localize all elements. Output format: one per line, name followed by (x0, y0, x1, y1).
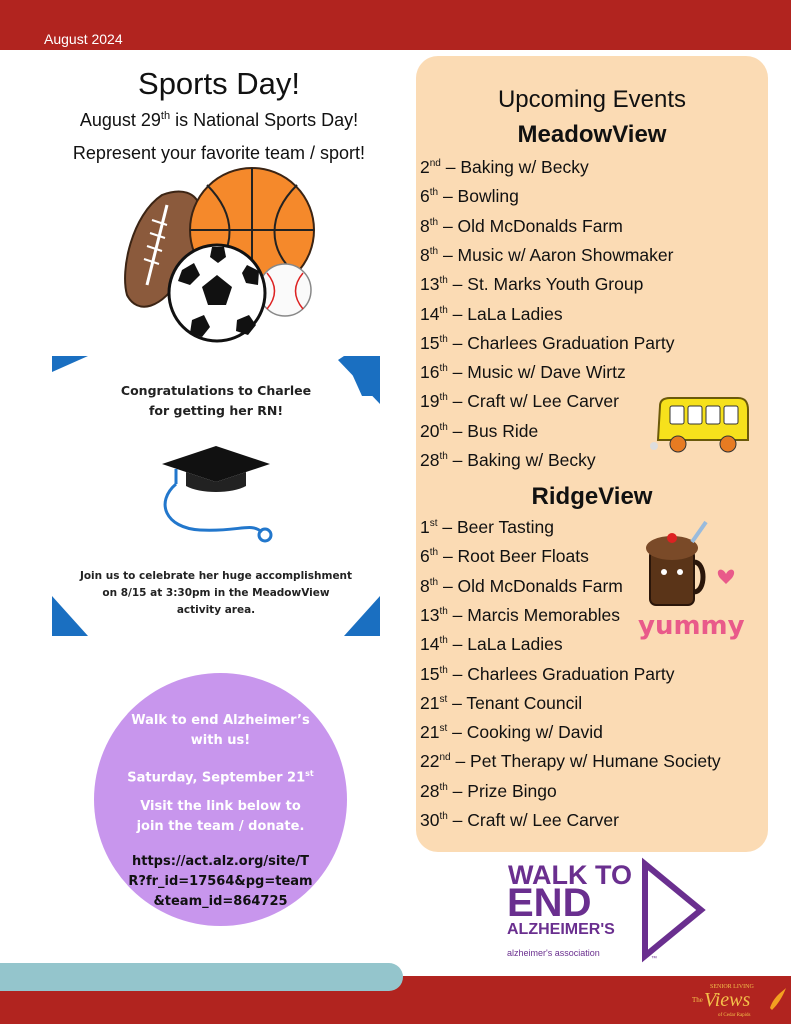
meadowview-event-item: 8th – Music w/ Aaron Showmaker (420, 244, 674, 265)
sports-balls-image (122, 175, 322, 343)
bus-icon (648, 396, 750, 458)
views-sub: of Cedar Rapids (718, 1013, 751, 1018)
graduation-cap-icon (150, 442, 280, 548)
walk-date: Saturday, September 21st (127, 769, 314, 786)
meadowview-event-item: 15th – Charlees Graduation Party (420, 332, 675, 353)
ridgeview-event-item: 21st – Cooking w/ David (420, 722, 603, 743)
the-views-logo (690, 978, 788, 1022)
meadowview-event-item: 13th – St. Marks Youth Group (420, 274, 644, 295)
views-top: SENIOR LIVING (710, 984, 754, 990)
ridgeview-event-item: 21st – Tenant Council (420, 692, 583, 713)
header-bar (0, 0, 791, 50)
ridgeview-event-item: 1st – Beer Tasting (420, 517, 554, 537)
meadowview-event-item: 16th – Music w/ Dave Wirtz (420, 362, 626, 383)
walk-visit: Visit the link below to join the team / donate. (136, 799, 305, 834)
root-beer-sticker (632, 522, 745, 642)
ridgeview-event-item: 30th – Craft w/ Lee Carver (420, 810, 619, 830)
views-pre: The (692, 996, 703, 1004)
views-brand: Views (704, 989, 751, 1011)
ridgeview-event-item: 22nd – Pet Therapy w/ Humane Society (420, 751, 721, 772)
soccer-ball-icon (169, 245, 265, 341)
ridgeview-event-item: 8th – Old McDonalds Farm (420, 575, 623, 596)
ridgeview-event-item: 15th – Charlees Graduation Party (420, 663, 675, 684)
logo-line1: WALK TO (508, 860, 632, 890)
walk-invite: Walk to end Alzheimer’s with us! (131, 713, 310, 748)
meadowview-event-item: 14th – LaLa Ladies (420, 303, 563, 324)
walk-link[interactable]: https://act.alz.org/site/T R?fr_id=17564&pg=team &team_id=864725 (128, 854, 313, 909)
month-label: August 2024 (44, 31, 123, 47)
ridgeview-heading: RidgeView (531, 483, 653, 510)
yummy-text: yummy (638, 611, 745, 641)
logo-line3: ALZHEIMER'S (507, 921, 615, 938)
baseball-icon (259, 264, 311, 316)
meadowview-event-item: 28th – Baking w/ Becky (420, 450, 596, 470)
sports-tagline: Represent your favorite team / sport! (72, 143, 366, 163)
meadowview-event-item: 6th – Bowling (420, 186, 519, 207)
sports-title: Sports Day! (138, 66, 300, 101)
sports-subtitle: August 29th is National Sports Day! (79, 110, 359, 130)
teal-accent-bar (0, 963, 403, 991)
meadowview-heading: MeadowView (517, 121, 667, 148)
meadowview-event-item: 19th – Craft w/ Lee Carver (420, 391, 619, 412)
logo-line2: END (507, 881, 592, 925)
ridgeview-event-item: 14th – LaLa Ladies (420, 634, 563, 655)
events-title: Upcoming Events (497, 86, 687, 113)
ridgeview-event-item: 6th – Root Beer Floats (420, 546, 589, 567)
walk-to-end-alzheimers-logo (505, 860, 705, 960)
congrats-text: Congratulations to Charlee for getting her RN! (120, 383, 312, 418)
celebration-details: Join us to celebrate her huge accomplishment on 8/15 at 3:30pm in the MeadowView activity area. (79, 570, 353, 616)
logo-org: alzheimer's association (507, 948, 600, 958)
ridgeview-event-item: 28th – Prize Bingo (420, 780, 557, 801)
meadowview-event-item: 20th – Bus Ride (420, 420, 539, 441)
ridgeview-event-item: 13th – Marcis Memorables (420, 604, 620, 625)
meadowview-event-item: 8th – Old McDonalds Farm (420, 215, 623, 236)
logo-tm: ™ (651, 956, 657, 962)
meadowview-event-item: 2nd – Baking w/ Becky (420, 157, 589, 177)
